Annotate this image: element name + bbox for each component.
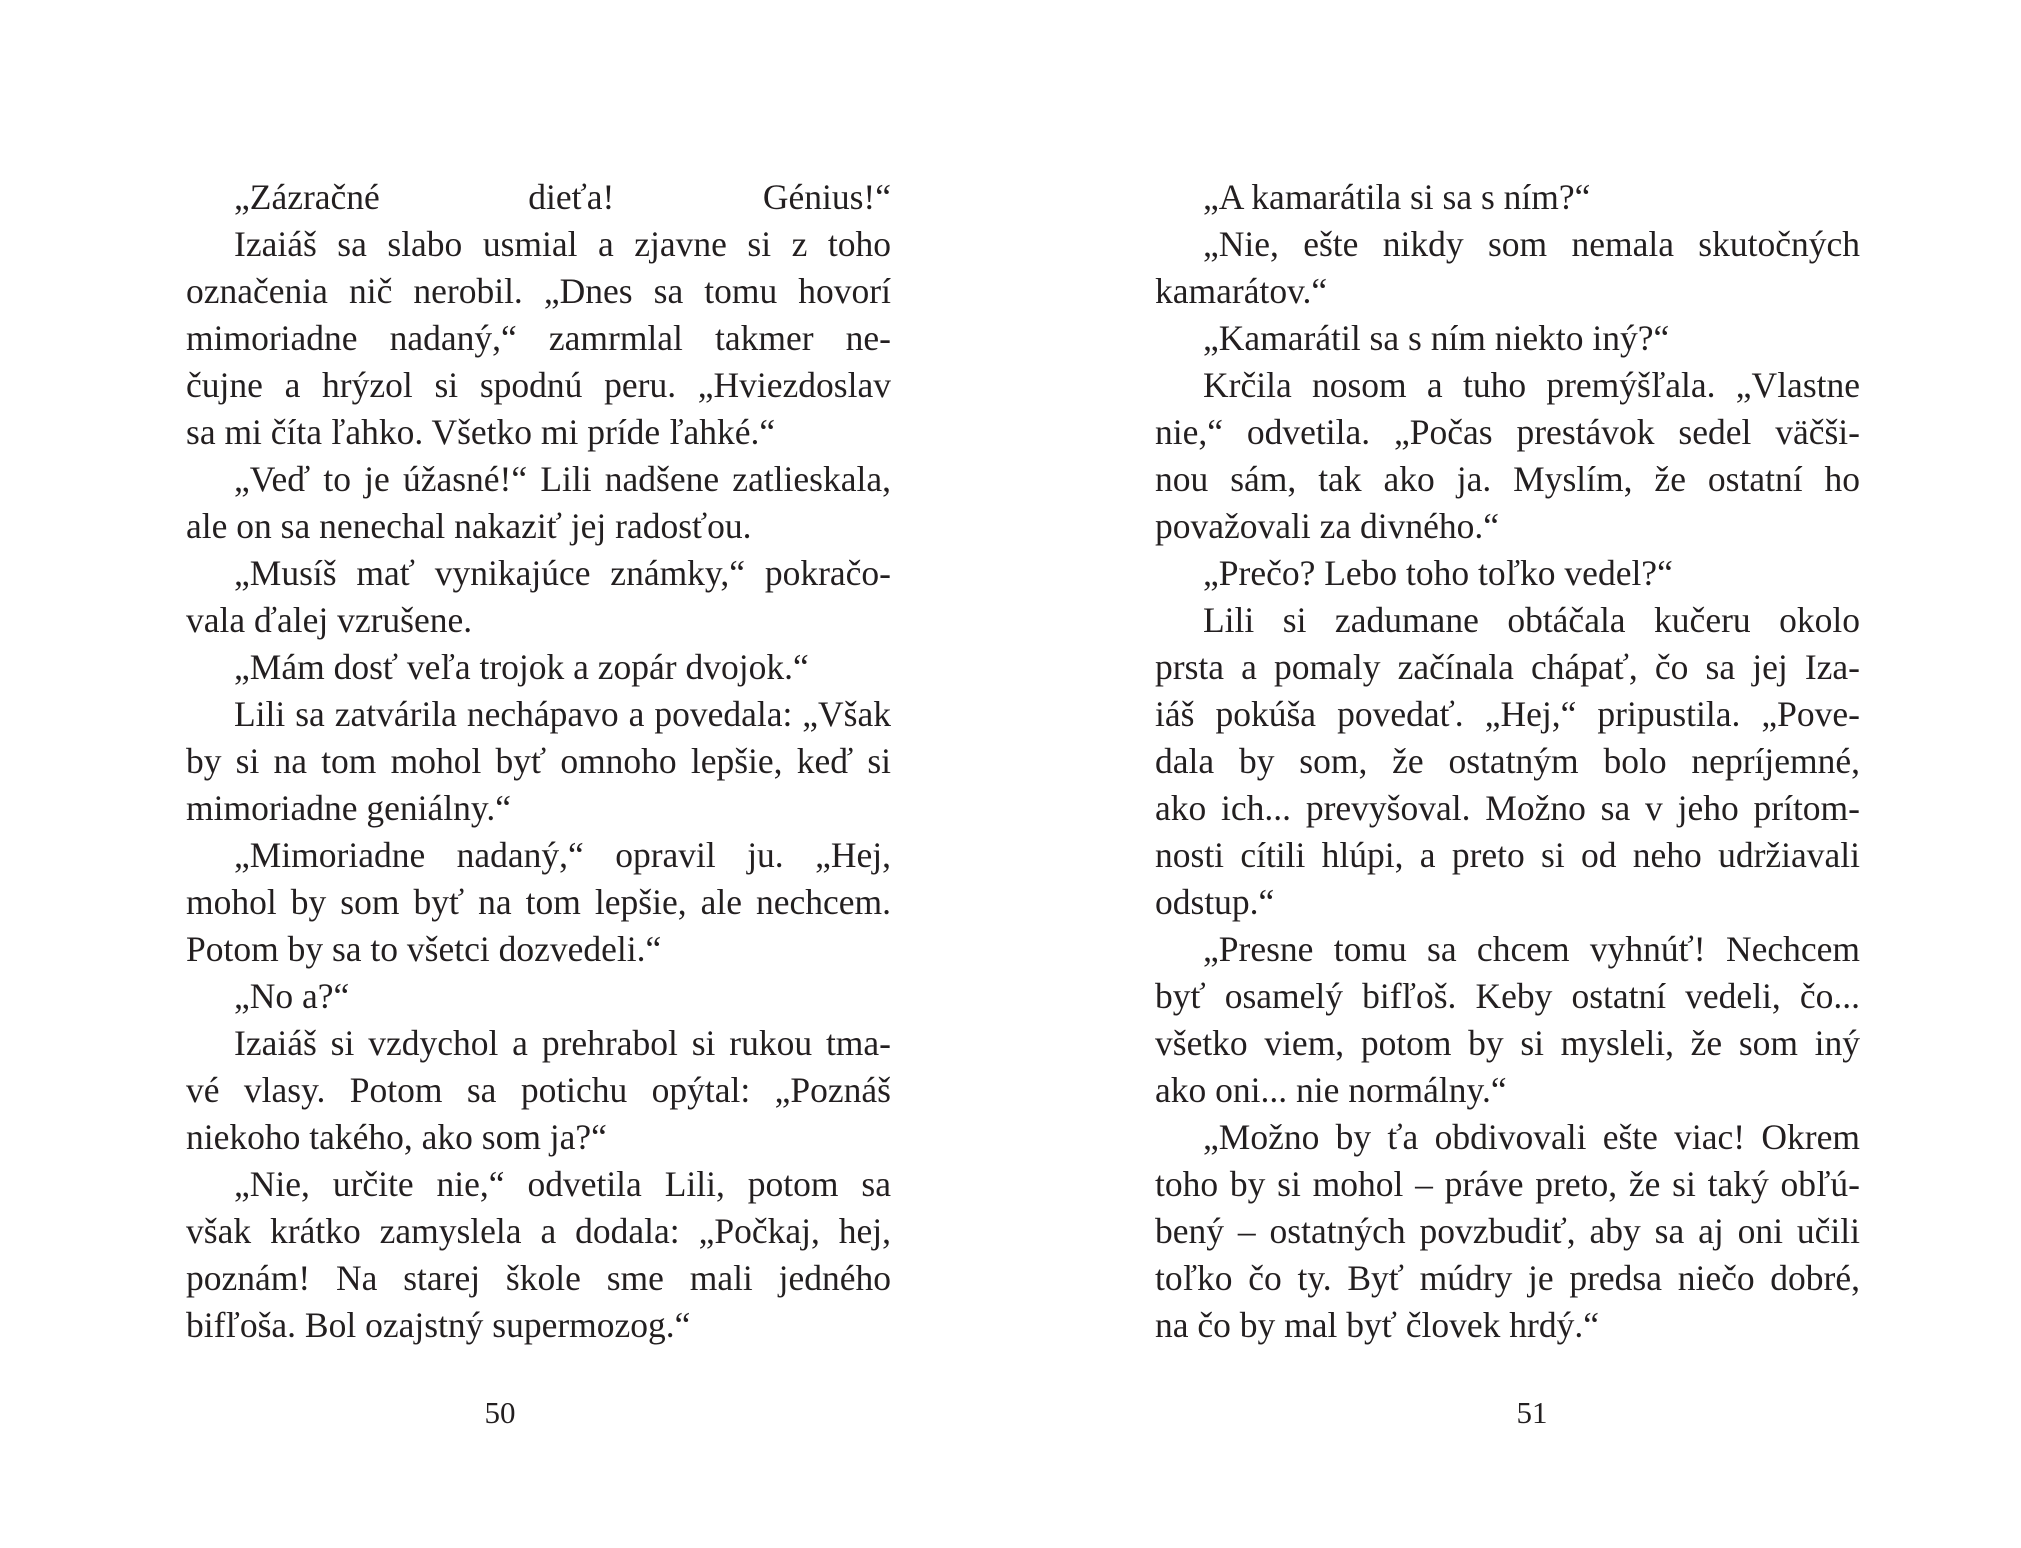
text-line: „Možno by ťa obdivovali ešte viac! Okrem: [1203, 1117, 1860, 1157]
text-line: „Musíš mať vynikajúce známky,“ pokračo-: [234, 553, 891, 593]
text-line: považovali za divného.“: [1155, 506, 1500, 546]
left-page-text: [186, 174, 891, 1349]
text-line: čujne a hrýzol si spodnú peru. „Hviezdoslav: [186, 365, 891, 405]
text-line: na čo by mal byť človek hrdý.“: [1155, 1305, 1599, 1345]
text-line: „Kamarátil sa s ním niekto iný?“: [1203, 318, 1670, 358]
right-page-text: [1155, 174, 1860, 1349]
text-line: „Prečo? Lebo toho toľko vedel?“: [1203, 553, 1673, 593]
text-line: „Veď to je úžasné!“ Lili nadšene zatlieskala,: [234, 459, 891, 499]
text-line: odstup.“: [1155, 882, 1275, 922]
text-line: mimoriadne geniálny.“: [186, 788, 511, 828]
text-line: nou sám, tak ako ja. Myslím, že ostatní ho: [1155, 459, 1860, 499]
text-line: vala ďalej vzrušene.: [186, 600, 473, 640]
text-line: prsta a pomaly začínala chápať, čo sa jej Iza-: [1155, 647, 1860, 687]
text-line: mimoriadne nadaný,“ zamrmlal takmer ne-: [186, 318, 891, 358]
text-line: Krčila nosom a tuho premýšľala. „Vlastne: [1203, 365, 1860, 405]
text-line: sa mi číta ľahko. Všetko mi príde ľahké.“: [186, 412, 776, 452]
text-line: toľko čo ty. Byť múdry je predsa niečo dobré,: [1155, 1258, 1860, 1298]
right-page: [1010, 0, 2021, 1548]
text-line: všetko viem, potom by si mysleli, že som iný: [1155, 1023, 1860, 1063]
text-line: „Mám dosť veľa trojok a zopár dvojok.“: [234, 647, 809, 687]
page-number: 50: [484, 1395, 516, 1430]
text-line: Lili sa zatvárila nechápavo a povedala: „Však: [234, 694, 891, 734]
text-line: ako ich... prevyšoval. Možno sa v jeho prítom-: [1155, 788, 1860, 828]
text-line: bený – ostatných povzbudiť, aby sa aj oni učili: [1155, 1211, 1860, 1251]
text-line: „Nie, určite nie,“ odvetila Lili, potom sa: [234, 1164, 891, 1204]
text-line: toho by si mohol – práve preto, že si taký obľú-: [1155, 1164, 1860, 1204]
text-line: nie,“ odvetila. „Počas prestávok sedel väčši-: [1155, 412, 1860, 452]
text-line: iáš pokúša povedať. „Hej,“ pripustila. „Pove-: [1155, 694, 1860, 734]
text-line: poznám! Na starej škole sme mali jedného: [186, 1258, 891, 1298]
text-line: Izaiáš si vzdychol a prehrabol si rukou tma-: [234, 1023, 891, 1063]
text-line: Lili si zadumane obtáčala kučeru okolo: [1203, 600, 1860, 640]
text-line: „A kamarátila si sa s ním?“: [1203, 177, 1591, 217]
text-line: niekoho takého, ako som ja?“: [186, 1117, 607, 1157]
text-line: „Zázračné dieťa! Génius!“: [234, 177, 891, 217]
text-line: nosti cítili hlúpi, a preto si od neho udržiavali: [1155, 835, 1860, 875]
page-number: 51: [1516, 1395, 1548, 1430]
text-line: však krátko zamyslela a dodala: „Počkaj, hej,: [186, 1211, 891, 1251]
text-line: Izaiáš sa slabo usmial a zjavne si z toho: [234, 224, 891, 264]
text-line: mohol by som byť na tom lepšie, ale nechcem.: [186, 882, 891, 922]
text-line: vé vlasy. Potom sa potichu opýtal: „Poznáš: [186, 1070, 891, 1110]
text-line: ale on sa nenechal nakaziť jej radosťou.: [186, 506, 752, 546]
text-line: bifľoša. Bol ozajstný supermozog.“: [186, 1305, 691, 1345]
text-line: by si na tom mohol byť omnoho lepšie, keď si: [186, 741, 891, 781]
text-line: ako oni... nie normálny.“: [1155, 1070, 1507, 1110]
left-page: [0, 0, 1010, 1548]
text-line: „Presne tomu sa chcem vyhnúť! Nechcem: [1203, 929, 1860, 969]
text-line: dala by som, že ostatným bolo nepríjemné,: [1155, 741, 1860, 781]
text-line: byť osamelý bifľoš. Keby ostatní vedeli, čo...: [1155, 976, 1860, 1016]
text-line: Potom by sa to všetci dozvedeli.“: [186, 929, 662, 969]
text-line: označenia nič nerobil. „Dnes sa tomu hovorí: [186, 271, 891, 311]
text-line: „Mimoriadne nadaný,“ opravil ju. „Hej,: [234, 835, 891, 875]
text-line: kamarátov.“: [1155, 271, 1328, 311]
text-line: „Nie, ešte nikdy som nemala skutočných: [1203, 224, 1860, 264]
text-line: „No a?“: [234, 976, 350, 1016]
